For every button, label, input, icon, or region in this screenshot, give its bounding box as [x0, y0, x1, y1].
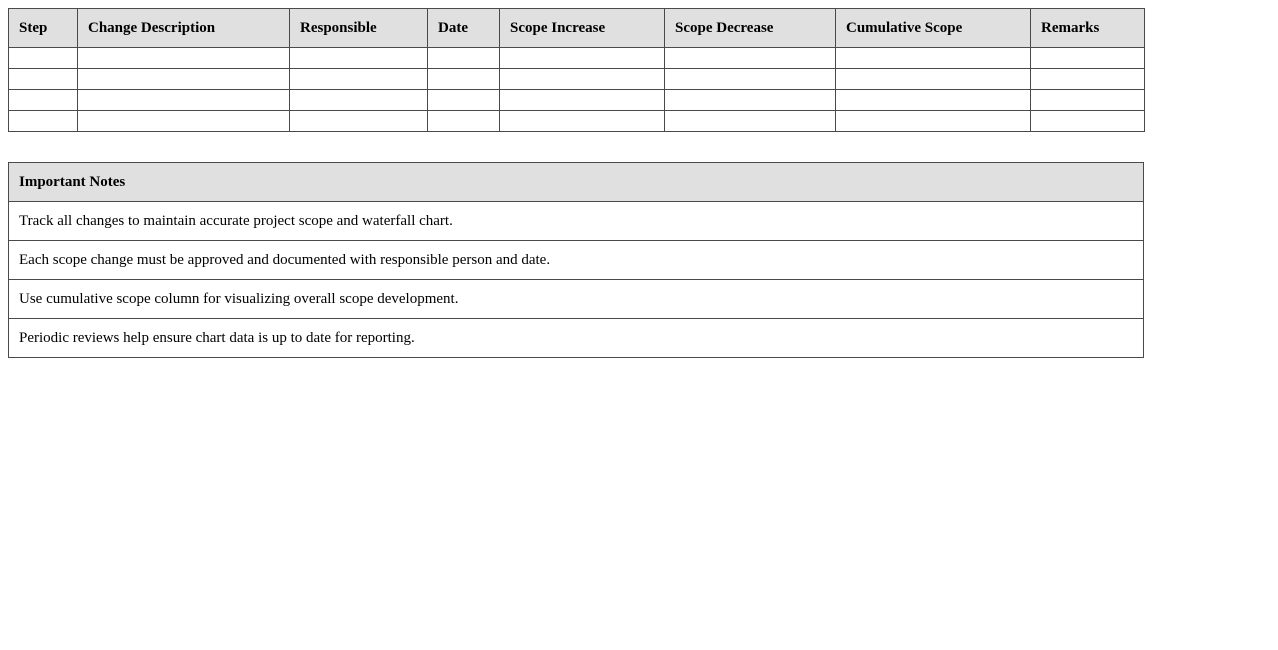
- table-cell[interactable]: [500, 90, 665, 111]
- note-text: Use cumulative scope column for visualizing overall scope development.: [9, 280, 1144, 319]
- note-text: Track all changes to maintain accurate project scope and waterfall chart.: [9, 202, 1144, 241]
- table-cell[interactable]: [836, 90, 1031, 111]
- table-cell[interactable]: [500, 69, 665, 90]
- table-cell[interactable]: [665, 90, 836, 111]
- notes-header-row: [9, 163, 1144, 202]
- notes-title: Important Notes: [9, 163, 1144, 202]
- table-row: [9, 48, 1145, 69]
- list-item: [9, 202, 1144, 241]
- column-header-change-description: Change Description: [78, 9, 290, 48]
- column-header-scope-increase: Scope Increase: [500, 9, 665, 48]
- table-cell[interactable]: [78, 48, 290, 69]
- table-header-row: [9, 9, 1145, 48]
- table-cell[interactable]: [665, 111, 836, 132]
- table-cell[interactable]: [428, 90, 500, 111]
- table-cell[interactable]: [500, 111, 665, 132]
- table-cell[interactable]: [9, 90, 78, 111]
- table-cell[interactable]: [78, 90, 290, 111]
- table-cell[interactable]: [500, 48, 665, 69]
- table-cell[interactable]: [290, 111, 428, 132]
- table-cell[interactable]: [78, 111, 290, 132]
- table-cell[interactable]: [836, 48, 1031, 69]
- table-cell[interactable]: [290, 48, 428, 69]
- table-cell[interactable]: [836, 111, 1031, 132]
- table-cell[interactable]: [9, 48, 78, 69]
- column-header-remarks: Remarks: [1031, 9, 1145, 48]
- column-header-responsible: Responsible: [290, 9, 428, 48]
- table-row: [9, 111, 1145, 132]
- list-item: [9, 241, 1144, 280]
- column-header-step: Step: [9, 9, 78, 48]
- list-item: [9, 319, 1144, 358]
- table-cell[interactable]: [665, 69, 836, 90]
- table-row: [9, 90, 1145, 111]
- table-cell[interactable]: [9, 111, 78, 132]
- table-cell[interactable]: [9, 69, 78, 90]
- column-header-cumulative-scope: Cumulative Scope: [836, 9, 1031, 48]
- scope-change-table: [8, 8, 1145, 132]
- note-text: Periodic reviews help ensure chart data is up to date for reporting.: [9, 319, 1144, 358]
- table-cell[interactable]: [428, 69, 500, 90]
- table-cell[interactable]: [428, 111, 500, 132]
- important-notes-table: [8, 162, 1144, 358]
- table-cell[interactable]: [290, 69, 428, 90]
- table-cell[interactable]: [290, 90, 428, 111]
- column-header-date: Date: [428, 9, 500, 48]
- table-cell[interactable]: [836, 69, 1031, 90]
- table-cell[interactable]: [428, 48, 500, 69]
- table-cell[interactable]: [665, 48, 836, 69]
- table-cell[interactable]: [1031, 90, 1145, 111]
- table-cell[interactable]: [1031, 69, 1145, 90]
- table-cell[interactable]: [1031, 111, 1145, 132]
- table-row: [9, 69, 1145, 90]
- list-item: [9, 280, 1144, 319]
- table-cell[interactable]: [78, 69, 290, 90]
- table-cell[interactable]: [1031, 48, 1145, 69]
- column-header-scope-decrease: Scope Decrease: [665, 9, 836, 48]
- note-text: Each scope change must be approved and documented with responsible person and date.: [9, 241, 1144, 280]
